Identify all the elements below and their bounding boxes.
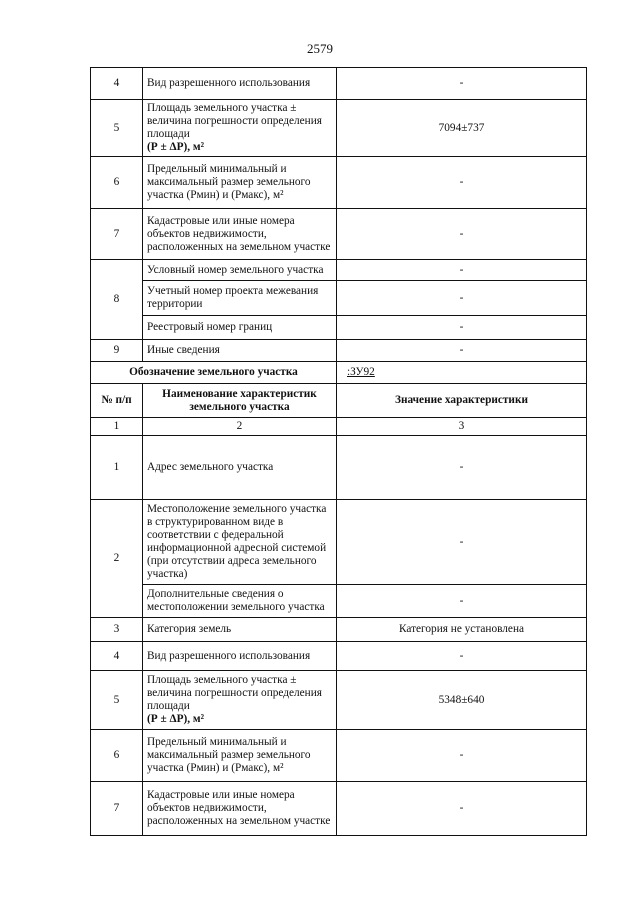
table-row: [91, 642, 587, 671]
name-formula: (Р ± ΔР), м²: [147, 713, 204, 725]
characteristic-value: -: [337, 340, 587, 362]
page-number: 2579: [307, 41, 333, 56]
name-line: Площадь земельного участка ±: [147, 102, 297, 114]
column-number: 3: [337, 418, 587, 436]
column-number: 2: [143, 418, 337, 436]
name-line: площади: [147, 128, 190, 140]
name-line: Площадь земельного участка ±: [147, 674, 297, 686]
characteristic-value: 5348±640: [337, 671, 587, 730]
characteristic-name: Дополнительные сведения о местоположении земельного участка: [143, 585, 337, 618]
table-row: [91, 618, 587, 642]
table-row: [91, 100, 587, 157]
name-line: Предельный минимальный и: [147, 163, 287, 175]
characteristic-name: Условный номер земельного участка: [143, 260, 337, 281]
name-formula: участка (Рмин) и (Рмакс), м²: [147, 189, 284, 201]
characteristic-name: Иные сведения: [143, 340, 337, 362]
characteristic-value: -: [337, 436, 587, 500]
characteristic-name: [143, 730, 337, 782]
table-row: [91, 316, 587, 340]
name-line: величина погрешности определения: [147, 687, 322, 699]
row-number: 4: [91, 642, 143, 671]
land-plot-table: [90, 67, 587, 836]
characteristic-value: -: [337, 68, 587, 100]
name-line: максимальный размер земельного: [147, 749, 311, 761]
table-row: [91, 68, 587, 100]
row-number: 2: [91, 500, 143, 618]
column-numbers-row: [91, 418, 587, 436]
column-number: 1: [91, 418, 143, 436]
table-row: [91, 436, 587, 500]
designation-value: :ЗУ92: [337, 362, 587, 384]
header-name: Наименование характеристик земельного участка: [143, 384, 337, 418]
row-number: 1: [91, 436, 143, 500]
characteristic-name: [143, 100, 337, 157]
table-row: [91, 585, 587, 618]
table-row: [91, 782, 587, 836]
characteristic-value: -: [337, 209, 587, 260]
characteristic-name: Категория земель: [143, 618, 337, 642]
row-number: 5: [91, 671, 143, 730]
table-row: [91, 281, 587, 316]
characteristic-value: Категория не установлена: [337, 618, 587, 642]
characteristic-name: Вид разрешенного использования: [143, 642, 337, 671]
characteristic-name: Кадастровые или иные номера объектов недвижимости, расположенных на земельном участке: [143, 209, 337, 260]
characteristic-value: -: [337, 281, 587, 316]
table-row: [91, 340, 587, 362]
table-row: [91, 260, 587, 281]
name-formula: (Р ± ΔР), м²: [147, 141, 204, 153]
characteristic-value: -: [337, 730, 587, 782]
row-number: 9: [91, 340, 143, 362]
row-number: 7: [91, 782, 143, 836]
table-row: [91, 157, 587, 209]
table-row: [91, 730, 587, 782]
characteristic-name: Местоположение земельного участка в структурированном виде в соответствии с федеральной информационной адресной системой (при отсутствии адреса земельного участка): [143, 500, 337, 585]
name-line: Предельный минимальный и: [147, 736, 287, 748]
row-number: 4: [91, 68, 143, 100]
row-number: 5: [91, 100, 143, 157]
name-line: максимальный размер земельного: [147, 176, 311, 188]
characteristic-value: 7094±737: [337, 100, 587, 157]
characteristic-value: -: [337, 316, 587, 340]
characteristic-name: [143, 157, 337, 209]
characteristic-name: Реестровый номер границ: [143, 316, 337, 340]
designation-label: Обозначение земельного участка: [91, 362, 337, 384]
row-number: 8: [91, 260, 143, 340]
characteristic-name: Вид разрешенного использования: [143, 68, 337, 100]
designation-row: [91, 362, 587, 384]
row-number: 7: [91, 209, 143, 260]
characteristic-value: -: [337, 782, 587, 836]
header-number: № п/п: [91, 384, 143, 418]
characteristic-value: -: [337, 260, 587, 281]
table-row: [91, 671, 587, 730]
characteristic-value: -: [337, 157, 587, 209]
table-row: [91, 209, 587, 260]
characteristic-name: Адрес земельного участка: [143, 436, 337, 500]
table-row: [91, 500, 587, 585]
header-row: [91, 384, 587, 418]
characteristic-value: -: [337, 500, 587, 585]
characteristic-name: Кадастровые или иные номера объектов недвижимости, расположенных на земельном участке: [143, 782, 337, 836]
name-line: величина погрешности определения: [147, 115, 322, 127]
row-number: 3: [91, 618, 143, 642]
row-number: 6: [91, 730, 143, 782]
characteristic-value: -: [337, 642, 587, 671]
header-value: Значение характеристики: [337, 384, 587, 418]
characteristic-name: [143, 671, 337, 730]
row-number: 6: [91, 157, 143, 209]
name-formula: участка (Рмин) и (Рмакс), м²: [147, 762, 284, 774]
characteristic-value: -: [337, 585, 587, 618]
name-line: площади: [147, 700, 190, 712]
characteristic-name: Учетный номер проекта межевания территории: [143, 281, 337, 316]
